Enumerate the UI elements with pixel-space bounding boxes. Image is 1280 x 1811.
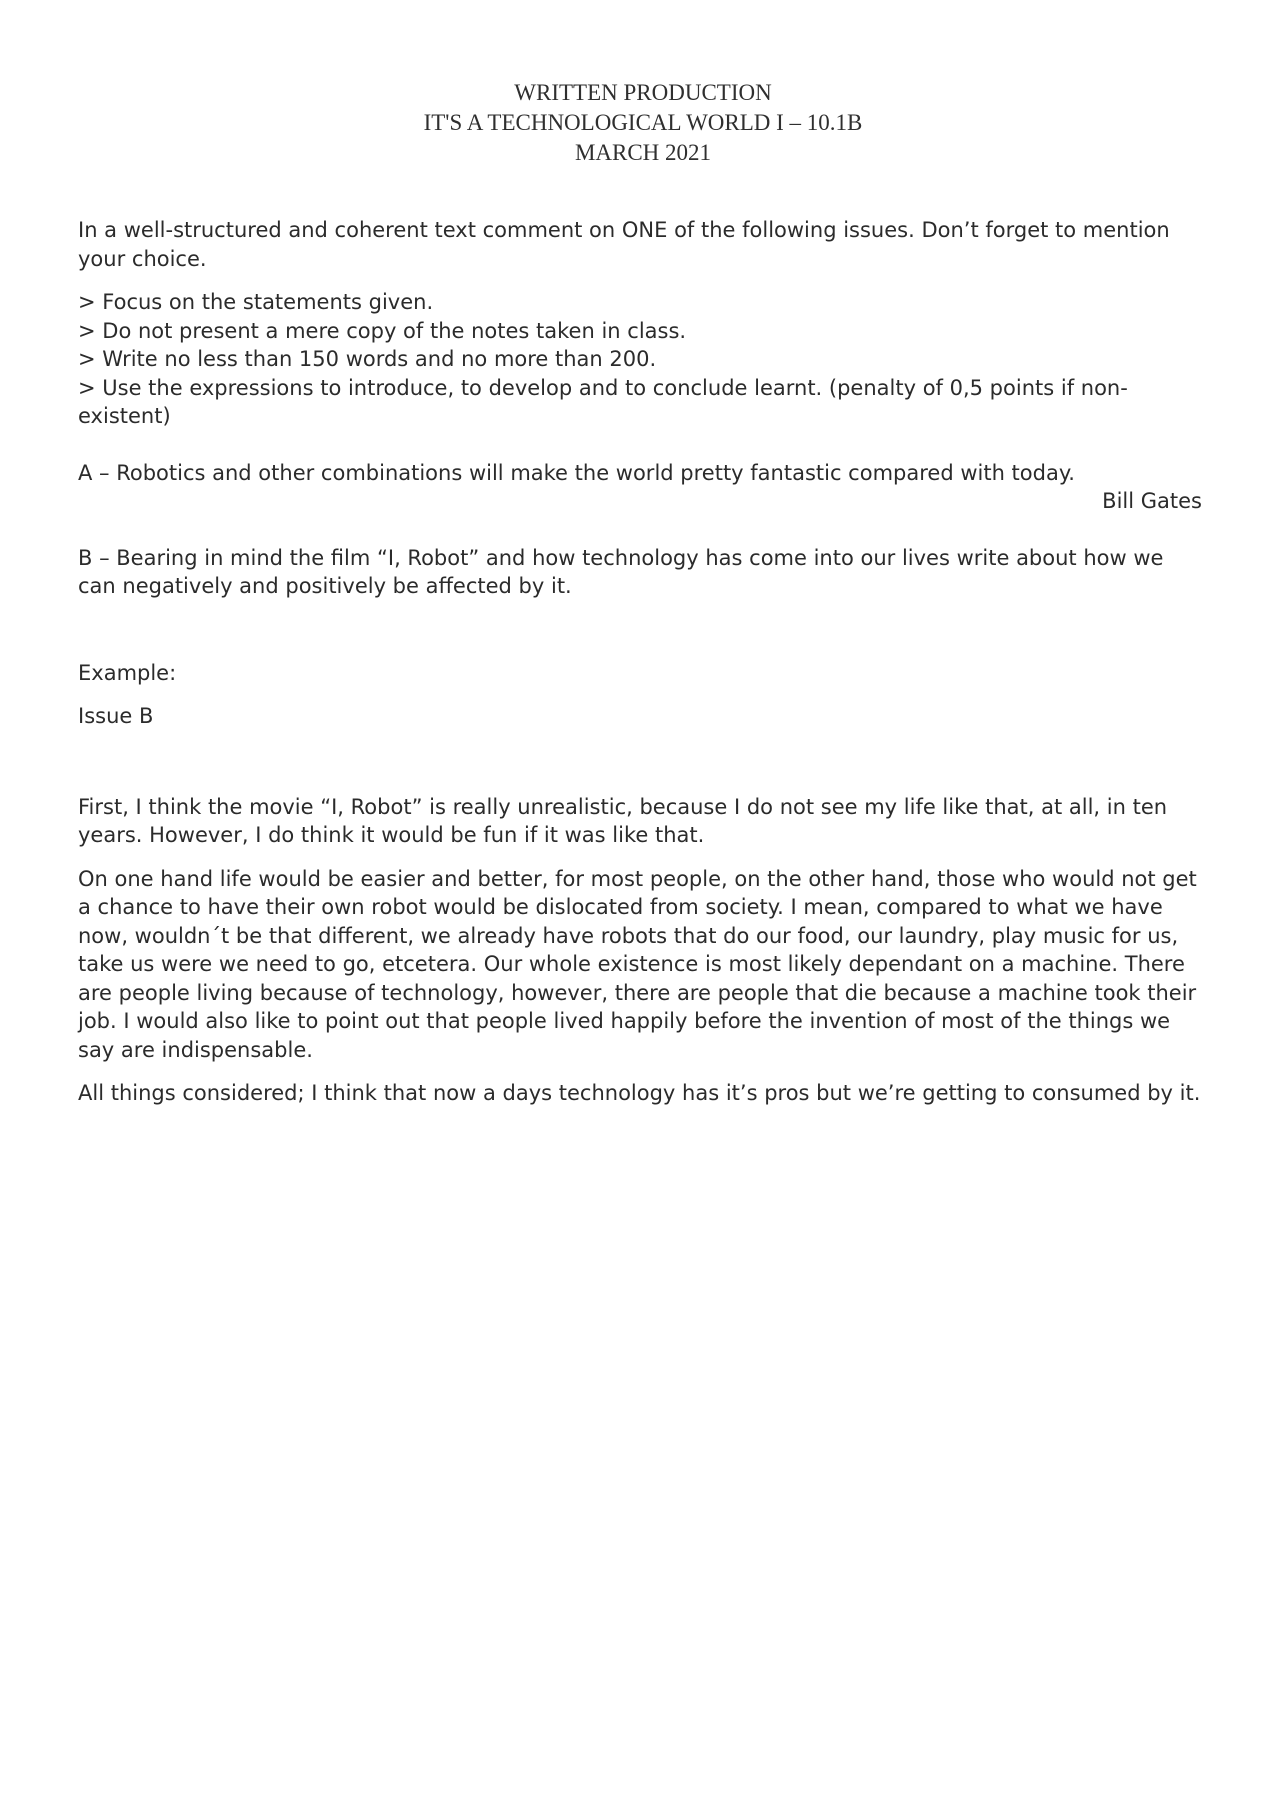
instructions-rules: [78, 288, 1202, 431]
header-title: WRITTEN PRODUCTION: [514, 80, 772, 105]
example-issue: Issue B: [78, 704, 154, 728]
issue-b-text: B – Bearing in mind the film “I, Robot” and how technology has come into our lives write about how we can negatively and positively be affected by it.: [78, 545, 1164, 598]
rule-item: > Use the expressions to introduce, to develop and to conclude learnt. (penalty of 0,5 points if non-existent): [78, 375, 1128, 428]
header-date: MARCH 2021: [574, 140, 712, 165]
instructions-intro: In a well-structured and coherent text comment on ONE of the following issues. Don’t forget to mention your choice.: [78, 218, 1170, 271]
example-paragraph-2: On one hand life would be easier and better, for most people, on the other hand, those who would not get a chance to have their own robot would be dislocated from society. I mean, compared to what we have now, wouldn´t be that different, we already have robots that do our food, our laundry, play music for us, take us were we need to go, etcetera. Our whole existence is most likely dependant on a machine. There are people living because of technology, however, there are people that die because a machine took their job. I would also like to point out that people lived happily before the invention of most of the things we say are indispensable.: [78, 866, 1197, 1062]
example-paragraph-3: All things considered; I think that now a days technology has it’s pros but we’re getting to consumed by it.: [78, 1081, 1201, 1105]
issue-a-text: A – Robotics and other combinations will make the world pretty fantastic compared with today.: [78, 460, 1075, 485]
header-subtitle: IT'S A TECHNOLOGICAL WORLD I – 10.1B: [423, 110, 863, 135]
document-body: [78, 216, 1202, 1108]
example-paragraph-1: First, I think the movie “I, Robot” is really unrealistic, because I do not see my life like that, at all, in ten years. However, I do think it would be fun if it was like that.: [78, 794, 1168, 847]
example-label: Example:: [78, 660, 177, 685]
rule-item: > Focus on the statements given.: [78, 290, 434, 314]
document-header: [0, 78, 1280, 168]
rule-item: > Do not present a mere copy of the notes taken in class.: [78, 318, 687, 343]
issue-a-author: Bill Gates: [1102, 489, 1202, 513]
rule-item: > Write no less than 150 words and no more than 200.: [78, 347, 657, 371]
